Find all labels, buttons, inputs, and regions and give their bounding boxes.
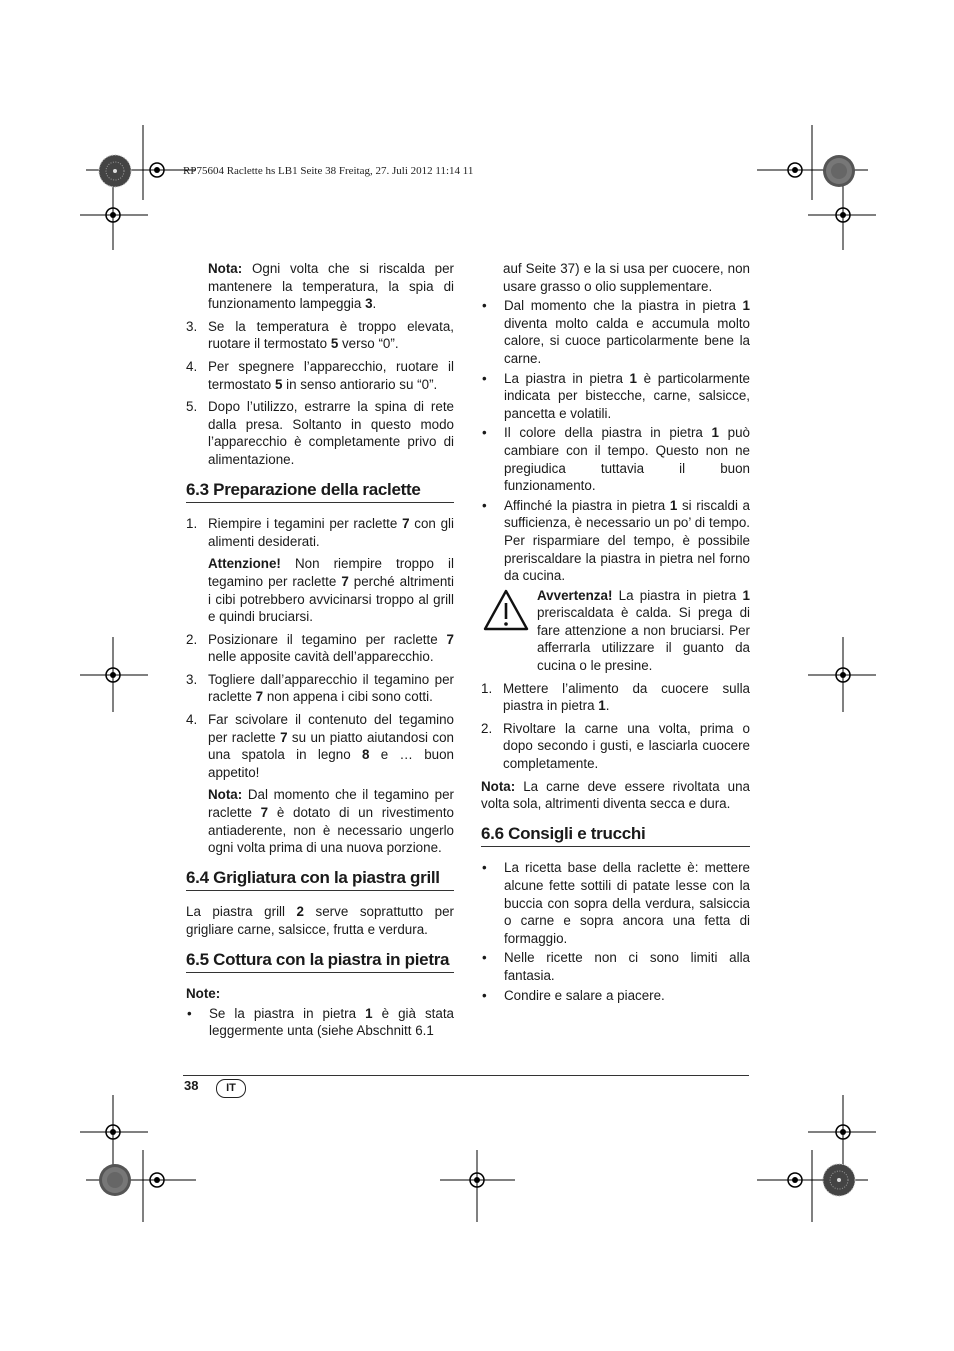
registration-mark-icon: [147, 160, 167, 180]
registration-mark-icon: [467, 1170, 487, 1190]
page-number: 38: [184, 1078, 199, 1093]
raclette-step-2: 2. Posizionare il tegamino per raclette 7 nelle apposite cavità dell’apparecchio.: [186, 631, 454, 665]
raclette-step-4: 4. Far scivolare il contenuto del tegamino per raclette 7 su un piatto aiutandosi con una spatola in legno 8 e … buon appetito!: [186, 712, 454, 780]
color-rosette-icon: [822, 1163, 856, 1197]
warning-triangle-icon: [483, 589, 529, 631]
raclette-step-3: 3. Togliere dall’apparecchio il tegamino per raclette 7 non appena i cibi sono cotti.: [186, 671, 454, 705]
note-label: Note:: [186, 986, 221, 1002]
stone-bullet-1: • Se la piastra in pietra 1 è già stata leggermente unta (siehe Abschnitt 6.1: [187, 1005, 454, 1039]
registration-mark-icon: [785, 160, 805, 180]
warning-block: Avvertenza! La piastra in pietra 1 preriscaldata è calda. Si prega di fare attenzione a non bruciarsi. Per afferrarla utilizzare il guanto da cucina o le presine.: [481, 587, 750, 675]
heading-6-3: 6.3 Preparazione della raclette: [186, 481, 454, 504]
attention-note: Attenzione! Non riempire troppo il tegamino per raclette 7 perché altrimenti i cibi potrebbero avvicinarsi troppo al grill e quindi bruciarsi.: [208, 556, 454, 625]
nonstick-note: Nota: Dal momento che il tegamino per raclette 7 è dotato di un rivestimento antiaderente, non è necessario ungerlo ogni volta prima di una nuova porzione.: [208, 787, 454, 856]
stone-bullet-3: • La piastra in pietra 1 è particolarmente indicata per bistecche, carne, salsicce, pancetta e volatili.: [482, 370, 751, 421]
step-3: 3. Se la temperatura è troppo elevata, ruotare il termostato 5 verso “0”.: [186, 318, 454, 352]
registration-mark-icon: [833, 1122, 853, 1142]
step-5: 5. Dopo l’utilizzo, estrarre la spina di rete dalla presa. Soltanto in questo modo l’apparecchio è completamente privo di alimentazione.: [186, 399, 454, 467]
stone-bullet-2: • Dal momento che la piastra in pietra 1 diventa molto calda e accumula molto calore, si cuoce particolarmente bene la carne.: [482, 298, 750, 366]
registration-mark-icon: [833, 665, 853, 685]
registration-mark-icon: [103, 665, 123, 685]
registration-mark-icon: [785, 1170, 805, 1190]
raclette-step-1: 1. Riempire i tegamini per raclette 7 con gli alimenti desiderati.: [186, 516, 454, 549]
tip-bullet-2: • Nelle ricette non ci sono limiti alla fantasia.: [482, 950, 750, 983]
footer-rule: [183, 1075, 749, 1076]
heading-6-4: 6.4 Grigliatura con la piastra grill: [186, 869, 454, 892]
step-4: 4. Per spegnere l’apparecchio, ruotare il termostato 5 in senso antiorario su “0”.: [186, 358, 454, 392]
registration-mark-icon: [147, 1170, 167, 1190]
left-column: [186, 260, 454, 1040]
stone-bullet-1-cont: auf Seite 37) e la si usa per cuocere, non usare grasso o olio supplementare.: [503, 261, 750, 294]
tip-bullet-1: • La ricetta base della raclette è: mettere alcune fette sottili di patate lesse con la buccia con sopra della verdura, salsiccia o carne e sopra ancora una fetta di formaggio.: [482, 860, 750, 946]
stone-bullet-5: • Affinché la piastra in pietra 1 si riscaldi a sufficienza, è necessario un po’ di tempo. Per risparmiare del tempo, è possibile preriscaldare la piastra in pietra nel forno da cucina.: [482, 497, 751, 584]
turn-note: Nota: La carne deve essere rivoltata una volta sola, altrimenti diventa secca e dura.: [481, 778, 750, 812]
color-rosette-icon: [98, 1163, 132, 1197]
color-rosette-icon: [98, 154, 132, 188]
heading-6-6: 6.6 Consigli e trucchi: [481, 825, 750, 848]
language-badge: IT: [216, 1079, 246, 1098]
right-column: [481, 260, 750, 1004]
heading-6-5: 6.5 Cottura con la piastra in pietra: [186, 951, 454, 974]
tip-bullet-3: • Condire e salare a piacere.: [482, 987, 665, 1003]
registration-mark-icon: [103, 1122, 123, 1142]
color-rosette-icon: [822, 154, 856, 188]
cook-step-2: 2. Rivoltare la carne una volta, prima o dopo secondo i gusti, e lasciarla cuocere completamente.: [481, 720, 750, 772]
stone-bullet-4: • Il colore della piastra in pietra 1 può cambiare con il tempo. Questo non ne pregiudica tuttavia il buon funzionamento.: [482, 425, 751, 494]
registration-mark-icon: [103, 205, 123, 225]
cook-step-1: 1. Mettere l’alimento da cuocere sulla piastra in pietra 1.: [481, 680, 750, 714]
print-slug: RP75604 Raclette hs LB1 Seite 38 Freitag, 27. Juli 2012 11:14 11: [183, 165, 474, 177]
registration-mark-icon: [833, 205, 853, 225]
grill-paragraph: La piastra grill 2 serve soprattutto per grigliare carne, salsicce, frutta e verdura.: [186, 904, 454, 937]
note-blink: Nota: Ogni volta che si riscalda per mantenere la temperatura, la spia di funzionamento lampeggia 3.: [208, 261, 454, 312]
